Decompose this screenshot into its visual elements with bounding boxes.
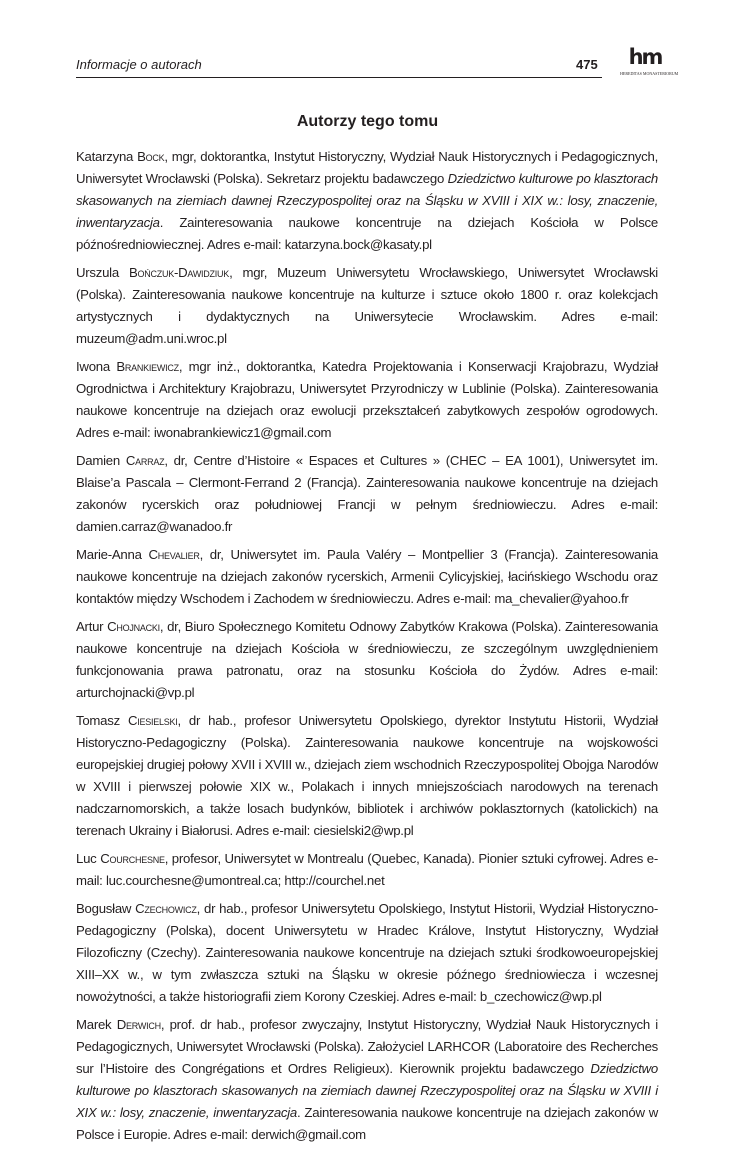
author-entry — [76, 450, 658, 538]
author-first-name: Damien — [76, 453, 120, 468]
page-number: 475 — [576, 57, 598, 72]
author-surname: Courchesne — [100, 851, 165, 866]
header-divider — [76, 77, 602, 78]
author-description: , prof. dr hab., profesor zwyczajny, Instytut Historyczny, Wydział Nauk Historycznych i Pedagogicznych, Uniwersytet Wrocławski (Polska). Założyciel LARHCOR (Laboratoire des Recherches sur l’Histoire des Congrégations et Ordres Religieux). Kierownik projektu badawczego — [76, 1017, 658, 1076]
author-surname: Derwich — [116, 1017, 161, 1032]
author-surname: Czechowicz — [135, 901, 197, 916]
author-surname: Chevalier — [148, 547, 200, 562]
author-entry — [76, 146, 658, 256]
author-description: . Zainteresowania naukowe koncentruje na dziejach Kościoła w Polsce późnośredniowiecznej. Adres e-mail: katarzyna.bock@kasaty.pl — [76, 215, 658, 252]
author-entry — [76, 544, 658, 610]
author-entry — [76, 848, 658, 892]
author-first-name: Tomasz — [76, 713, 120, 728]
author-entry — [76, 1014, 658, 1146]
author-first-name: Urszula — [76, 265, 119, 280]
author-first-name: Katarzyna — [76, 149, 134, 164]
author-entry — [76, 356, 658, 444]
author-surname: Brankiewicz — [116, 359, 179, 374]
logo-mark: hm — [628, 45, 662, 69]
author-description: , dr hab., profesor Uniwersytetu Opolskiego, Instytut Historii, Wydział Historyczno-Pedagogiczny (Polska), docent Uniwersytetu w Hradec Králove, Instytut Historyczny, Wydział Filozoficzny (Czechy). Zainteresowania naukowe koncentruje na dziejach sztuki środkowoeuropejskiej XIII–XX w., w tym zwłaszcza sztuki na Śląsku w okresie późnego średniowiecza i wczesnej nowożytności, a także historiografii ziem Korony Czeskiej. Adres e-mail: b_czechowicz@wp.pl — [76, 901, 658, 1004]
page-title: Autorzy tego tomu — [296, 113, 439, 130]
author-description: , dr, Biuro Społecznego Komitetu Odnowy Zabytków Krakowa (Polska). Zainteresowania naukowe koncentruje na dziejach Kościoła w średniowieczu, ze szczególnym uwzględnieniem funkcjonowania prawa patronatu, oraz na stosunku Kościoła do Żydów. Adres e-mail: arturchojnacki@vp.pl — [76, 619, 658, 700]
author-entry — [76, 616, 658, 704]
author-surname: Bończuk-Dawidziuk — [128, 265, 230, 280]
author-description: , dr, Centre d’Histoire « Espaces et Cultures » (CHEC – EA 1001), Uniwersytet im. Blaise’a Pascala – Clermont-Ferrand 2 (Francja). Zainteresowania naukowe koncentruje na dziejach zakonów rycerskich oraz południowej Francji w pełnym średniowieczu. Adres e-mail: damien.carraz@wanadoo.fr — [76, 453, 658, 534]
author-first-name: Bogusław — [76, 901, 132, 916]
author-surname: Carraz — [125, 453, 165, 468]
author-description: , mgr, Muzeum Uniwersytetu Wrocławskiego, Uniwersytet Wrocławski (Polska). Zainteresowania naukowe koncentruje na kulturze i sztuce około 1800 r. oraz kolekcjach artystycznych i dydaktycznych na Uniwersytecie Wrocławskim. Adres e-mail: muzeum@adm.uni.wroc.pl — [76, 265, 658, 346]
author-first-name: Marek — [76, 1017, 112, 1032]
author-first-name: Marie-Anna — [76, 547, 142, 562]
author-description: , dr hab., profesor Uniwersytetu Opolskiego, dyrektor Instytutu Historii, Wydział Historyczno-Pedagogiczny (Polska). Zainteresowania naukowe koncentruje na wojskowości europejskiej drugiej połowy XVII i XVIII w., dziejach ziem wschodnich Rzeczypospolitej Obojga Narodów w XVIII i pierwszej połowie XIX w., Polakach i innych mniejszościach narodowych na terenach nadczarnomorskich, a także losach budynków, bibliotek i archiwów poklasztornych (katolickich) na terenach Ukrainy i Białorusi. Adres e-mail: ciesielski2@wp.pl — [76, 713, 658, 838]
publisher-logo — [620, 44, 679, 77]
author-first-name: Luc — [76, 851, 97, 866]
author-description: , mgr, doktorantka, Instytut Historyczny, Wydział Nauk Historycznych i Pedagogicznych, Uniwersytet Wrocławski (Polska). Sekretarz projektu badawczego — [76, 149, 658, 186]
project-title: Dziedzictwo kulturowe po klasztorach skasowanych na ziemiach dawnej Rzeczypospolitej oraz na Śląsku w XVIII i XIX w.: losy, znaczenie, inwentaryzacja — [76, 171, 659, 230]
author-entry — [76, 710, 658, 842]
author-description: , dr, Uniwersytet im. Paula Valéry – Montpellier 3 (Francja). Zainteresowania naukowe koncentruje na dziejach zakonów rycerskich, Armenii Cylicyjskiej, łacińskiego Wschodu oraz kontaktów między Wschodem i Zachodem w średniowieczu. Adres e-mail: ma_chevalier@yahoo.fr — [76, 547, 658, 606]
author-entry — [76, 898, 658, 1008]
author-first-name: Iwona — [76, 359, 110, 374]
author-surname: Chojnacki — [107, 619, 160, 634]
author-surname: Bock — [137, 149, 165, 164]
author-first-name: Artur — [76, 619, 104, 634]
author-description: , profesor, Uniwersytet w Montrealu (Quebec, Kanada). Pionier sztuki cyfrowej. Adres e-mail: luc.courchesne@umontreal.ca; http://courchel.net — [76, 851, 658, 888]
author-entry — [76, 262, 658, 350]
author-surname: Ciesielski — [127, 713, 178, 728]
author-description: . Zainteresowania naukowe koncentruje na dziejach zakonów w Polsce i Europie. Adres e-mail: derwich@gmail.com — [76, 1105, 658, 1142]
author-list — [76, 146, 658, 1152]
running-title: Informacje o autorach — [76, 57, 202, 72]
project-title: Dziedzictwo kulturowe po klasztorach skasowanych na ziemiach dawnej Rzeczypospolitej oraz na Śląsku w XVIII i XIX w.: losy, znaczenie, inwentaryzacja — [76, 1061, 658, 1120]
author-description: , mgr inż., doktorantka, Katedra Projektowania i Konserwacji Krajobrazu, Wydział Ogrodnictwa i Architektury Krajobrazu, Uniwersytet Przyrodniczy w Lublinie (Polska). Zainteresowania naukowe koncentruje na dziejach oraz ewolucji przekształceń zabytkowych zespołów ogrodowych. Adres e-mail: iwonabrankiewicz1@gmail.com — [76, 359, 658, 440]
logo-subtext: HEREDITAS MONASTERIORUM — [620, 71, 679, 76]
